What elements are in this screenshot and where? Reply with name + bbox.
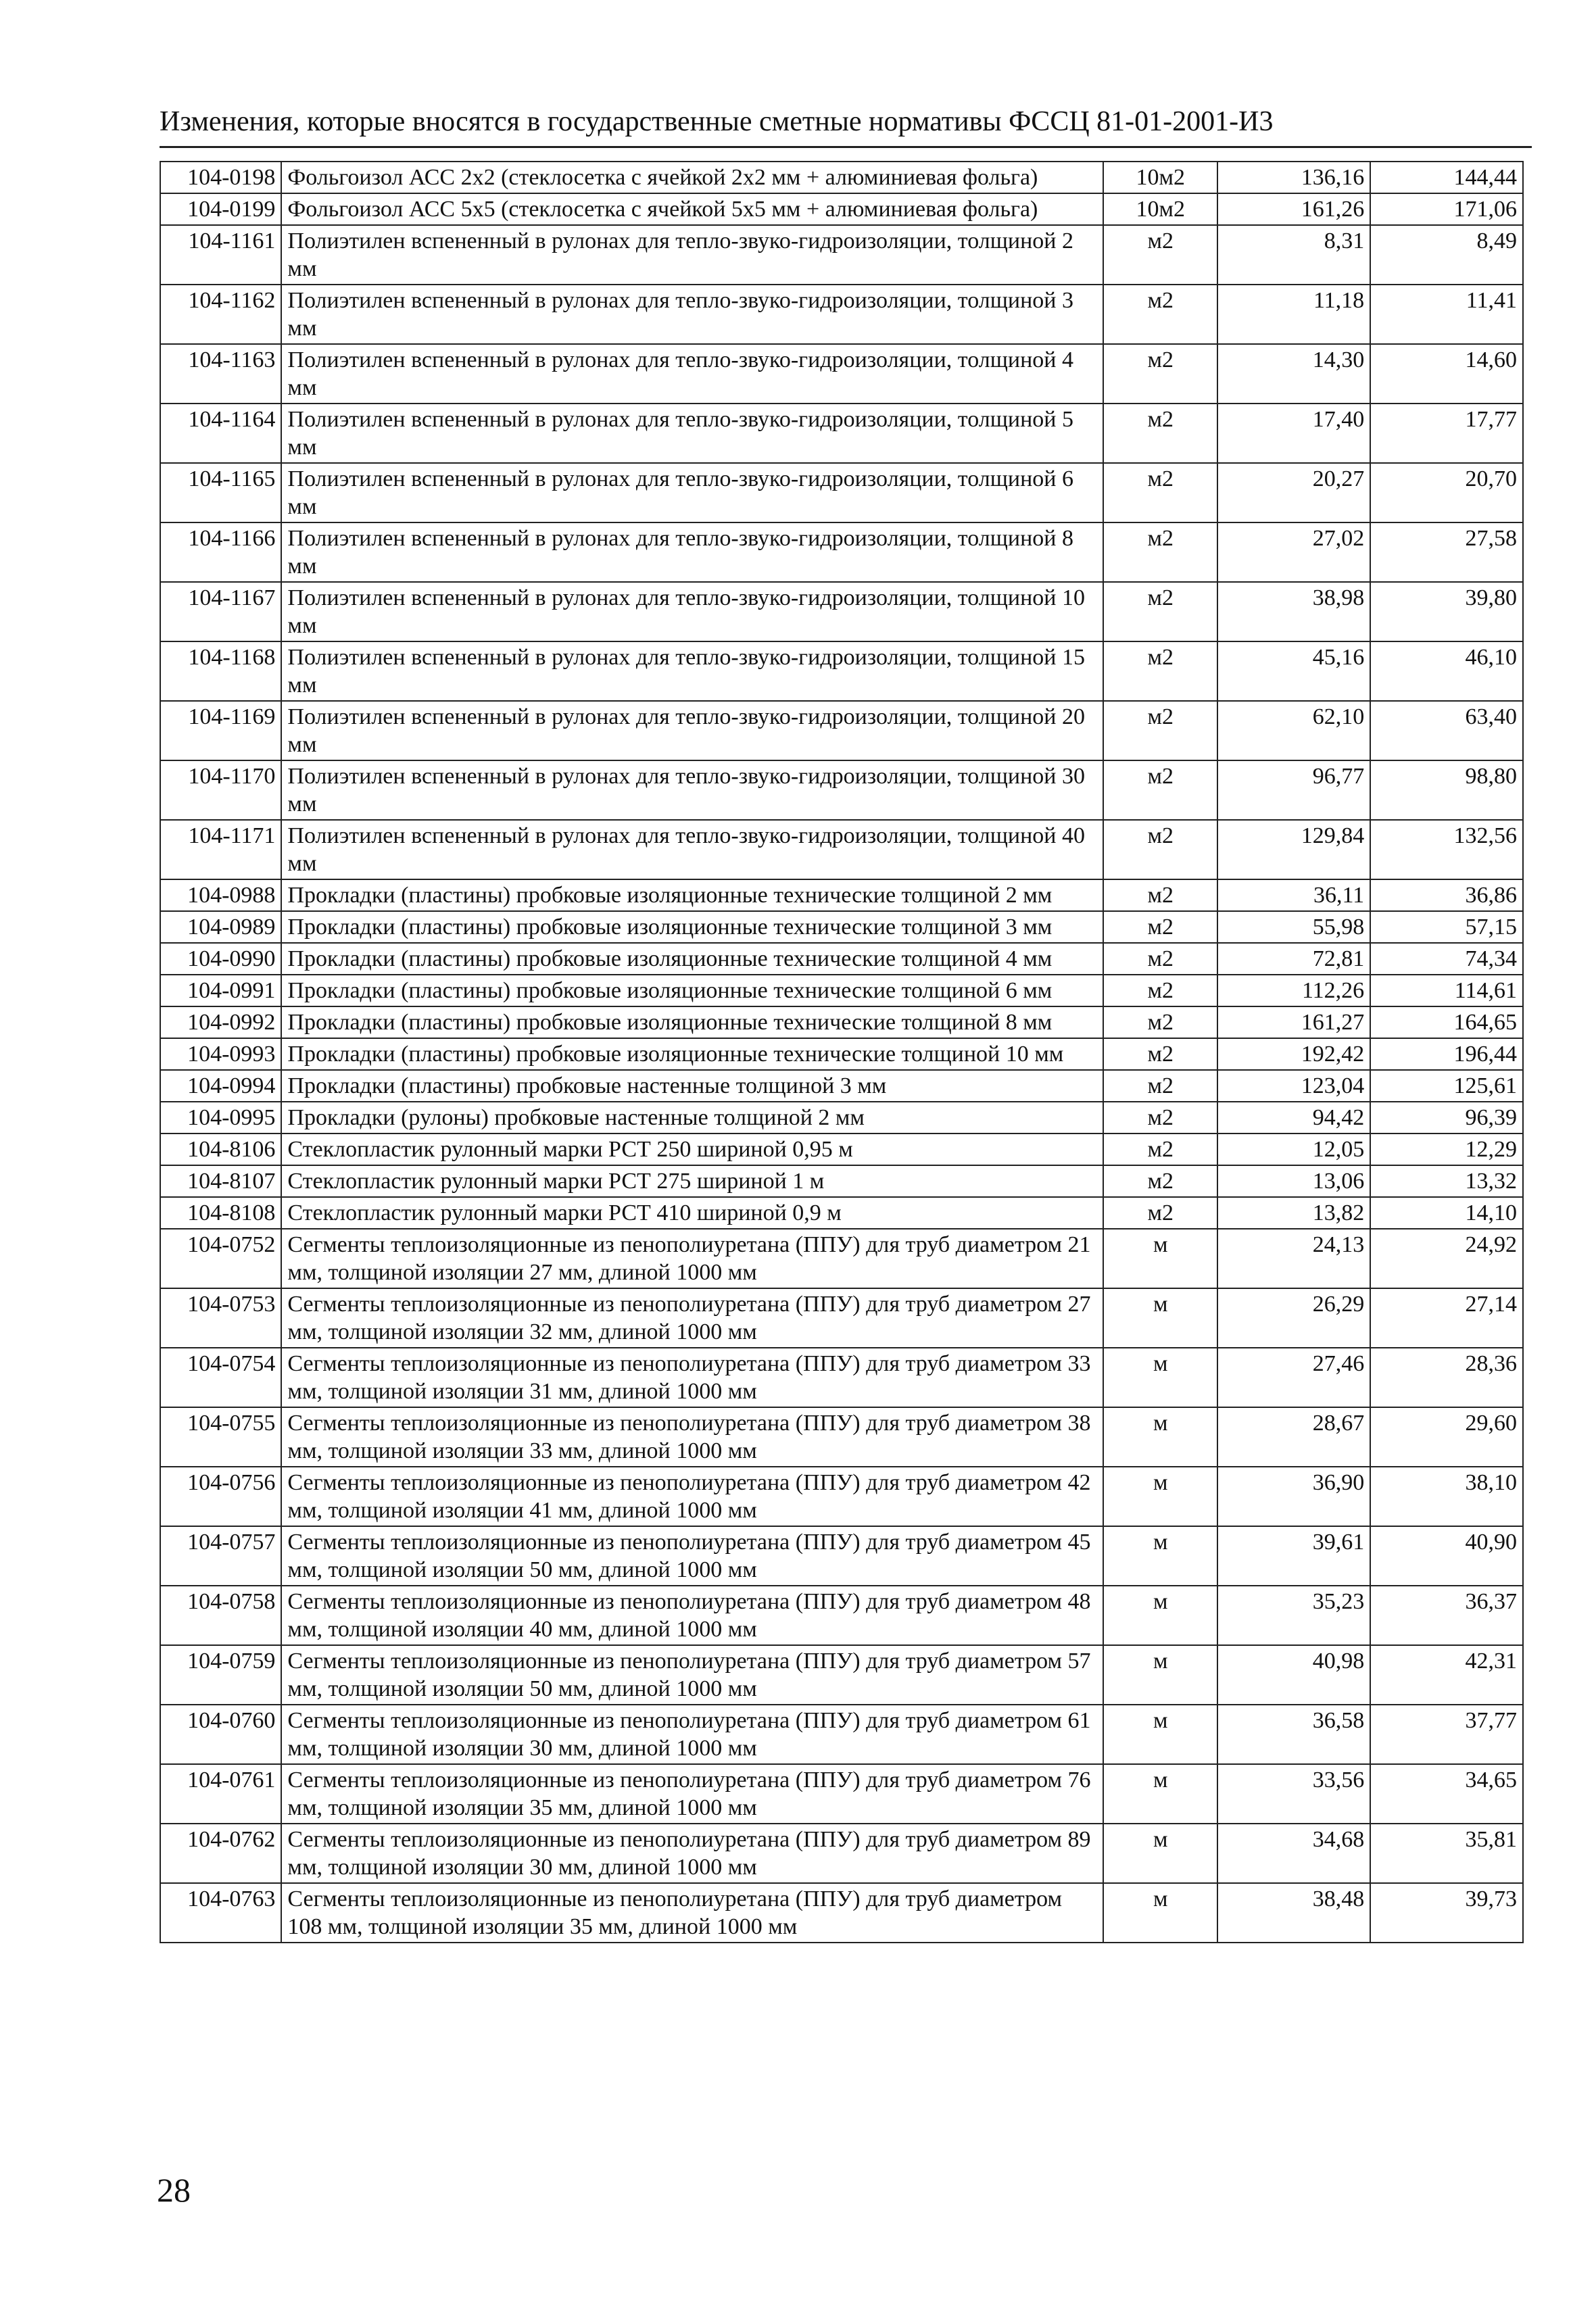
cell-name: Сегменты теплоизоляционные из пенополиуретана (ППУ) для труб диаметром 42 мм, толщиной изоляции 41 мм, длиной 1000 мм — [281, 1467, 1103, 1526]
cell-code: 104-0754 — [160, 1348, 281, 1407]
table-row — [160, 162, 1523, 193]
cell-price-2: 132,56 — [1370, 820, 1523, 879]
cell-code: 104-0755 — [160, 1407, 281, 1467]
cell-code: 104-0763 — [160, 1883, 281, 1943]
cell-price-1: 72,81 — [1217, 943, 1370, 975]
cell-name: Сегменты теплоизоляционные из пенополиуретана (ППУ) для труб диаметром 45 мм, толщиной изоляции 50 мм, длиной 1000 мм — [281, 1526, 1103, 1586]
cell-unit: м — [1103, 1883, 1217, 1943]
cell-name: Полиэтилен вспененный в рулонах для тепло-звуко-гидроизоляции, толщиной 3 мм — [281, 285, 1103, 344]
cell-name: Сегменты теплоизоляционные из пенополиуретана (ППУ) для труб диаметром 33 мм, толщиной изоляции 31 мм, длиной 1000 мм — [281, 1348, 1103, 1407]
cell-code: 104-0762 — [160, 1824, 281, 1883]
cell-code: 104-0760 — [160, 1705, 281, 1764]
cell-unit: м2 — [1103, 641, 1217, 701]
table-row — [160, 1197, 1523, 1229]
cell-unit: м — [1103, 1645, 1217, 1705]
cell-code: 104-0758 — [160, 1586, 281, 1645]
price-table-body — [160, 162, 1523, 1943]
cell-price-2: 24,92 — [1370, 1229, 1523, 1288]
cell-code: 104-0993 — [160, 1038, 281, 1070]
cell-code: 104-1166 — [160, 522, 281, 582]
cell-name: Прокладки (пластины) пробковые изоляционные технические толщиной 8 мм — [281, 1006, 1103, 1038]
cell-price-1: 20,27 — [1217, 463, 1370, 522]
cell-name: Фольгоизол АСС 5x5 (стеклосетка с ячейкой 5x5 мм + алюминиевая фольга) — [281, 193, 1103, 225]
cell-code: 104-1165 — [160, 463, 281, 522]
cell-name: Прокладки (пластины) пробковые изоляционные технические толщиной 3 мм — [281, 911, 1103, 943]
cell-code: 104-0991 — [160, 975, 281, 1006]
table-row — [160, 193, 1523, 225]
cell-code: 104-0199 — [160, 193, 281, 225]
cell-name: Полиэтилен вспененный в рулонах для тепло-звуко-гидроизоляции, толщиной 15 мм — [281, 641, 1103, 701]
cell-code: 104-1162 — [160, 285, 281, 344]
table-row — [160, 1883, 1523, 1943]
cell-price-2: 46,10 — [1370, 641, 1523, 701]
cell-unit: м2 — [1103, 582, 1217, 641]
cell-unit: м2 — [1103, 463, 1217, 522]
cell-name: Стеклопластик рулонный марки РСТ 410 шириной 0,9 м — [281, 1197, 1103, 1229]
cell-unit: м2 — [1103, 225, 1217, 285]
table-row — [160, 1229, 1523, 1288]
table-row — [160, 1824, 1523, 1883]
cell-price-2: 8,49 — [1370, 225, 1523, 285]
cell-unit: м2 — [1103, 344, 1217, 404]
cell-price-2: 125,61 — [1370, 1070, 1523, 1102]
cell-name: Полиэтилен вспененный в рулонах для тепло-звуко-гидроизоляции, толщиной 10 мм — [281, 582, 1103, 641]
cell-price-1: 27,02 — [1217, 522, 1370, 582]
cell-price-1: 129,84 — [1217, 820, 1370, 879]
cell-price-1: 27,46 — [1217, 1348, 1370, 1407]
cell-price-2: 20,70 — [1370, 463, 1523, 522]
cell-price-2: 13,32 — [1370, 1165, 1523, 1197]
cell-price-2: 34,65 — [1370, 1764, 1523, 1824]
cell-unit: м2 — [1103, 522, 1217, 582]
cell-price-2: 40,90 — [1370, 1526, 1523, 1586]
cell-price-1: 11,18 — [1217, 285, 1370, 344]
cell-code: 104-1161 — [160, 225, 281, 285]
cell-price-2: 36,37 — [1370, 1586, 1523, 1645]
cell-name: Фольгоизол АСС 2x2 (стеклосетка с ячейкой 2x2 мм + алюминиевая фольга) — [281, 162, 1103, 193]
cell-unit: м2 — [1103, 943, 1217, 975]
table-row — [160, 1764, 1523, 1824]
cell-code: 104-0759 — [160, 1645, 281, 1705]
cell-price-1: 12,05 — [1217, 1134, 1370, 1165]
cell-price-1: 28,67 — [1217, 1407, 1370, 1467]
cell-unit: м — [1103, 1705, 1217, 1764]
cell-name: Прокладки (пластины) пробковые изоляционные технические толщиной 2 мм — [281, 879, 1103, 911]
cell-unit: м — [1103, 1764, 1217, 1824]
table-row — [160, 582, 1523, 641]
cell-name: Сегменты теплоизоляционные из пенополиуретана (ППУ) для труб диаметром 38 мм, толщиной изоляции 33 мм, длиной 1000 мм — [281, 1407, 1103, 1467]
cell-price-1: 123,04 — [1217, 1070, 1370, 1102]
table-row — [160, 1288, 1523, 1348]
cell-price-1: 62,10 — [1217, 701, 1370, 760]
cell-code: 104-8107 — [160, 1165, 281, 1197]
cell-unit: м2 — [1103, 820, 1217, 879]
cell-price-1: 40,98 — [1217, 1645, 1370, 1705]
table-row — [160, 225, 1523, 285]
cell-name: Полиэтилен вспененный в рулонах для тепло-звуко-гидроизоляции, толщиной 30 мм — [281, 760, 1103, 820]
cell-name: Сегменты теплоизоляционные из пенополиуретана (ППУ) для труб диаметром 89 мм, толщиной изоляции 30 мм, длиной 1000 мм — [281, 1824, 1103, 1883]
cell-price-1: 161,26 — [1217, 193, 1370, 225]
table-row — [160, 344, 1523, 404]
cell-price-1: 36,90 — [1217, 1467, 1370, 1526]
table-row — [160, 975, 1523, 1006]
cell-code: 104-1171 — [160, 820, 281, 879]
cell-name: Сегменты теплоизоляционные из пенополиуретана (ППУ) для труб диаметром 48 мм, толщиной изоляции 40 мм, длиной 1000 мм — [281, 1586, 1103, 1645]
cell-code: 104-0990 — [160, 943, 281, 975]
cell-code: 104-1163 — [160, 344, 281, 404]
cell-name: Полиэтилен вспененный в рулонах для тепло-звуко-гидроизоляции, толщиной 40 мм — [281, 820, 1103, 879]
cell-code: 104-1169 — [160, 701, 281, 760]
table-row — [160, 1348, 1523, 1407]
cell-price-1: 34,68 — [1217, 1824, 1370, 1883]
cell-name: Сегменты теплоизоляционные из пенополиуретана (ППУ) для труб диаметром 57 мм, толщиной изоляции 50 мм, длиной 1000 мм — [281, 1645, 1103, 1705]
table-row — [160, 1526, 1523, 1586]
cell-price-1: 33,56 — [1217, 1764, 1370, 1824]
cell-price-2: 14,60 — [1370, 344, 1523, 404]
cell-code: 104-0761 — [160, 1764, 281, 1824]
table-row — [160, 285, 1523, 344]
cell-price-1: 94,42 — [1217, 1102, 1370, 1134]
cell-code: 104-0992 — [160, 1006, 281, 1038]
cell-name: Прокладки (рулоны) пробковые настенные толщиной 2 мм — [281, 1102, 1103, 1134]
cell-price-1: 161,27 — [1217, 1006, 1370, 1038]
cell-price-2: 39,73 — [1370, 1883, 1523, 1943]
cell-unit: м2 — [1103, 975, 1217, 1006]
cell-price-2: 27,14 — [1370, 1288, 1523, 1348]
cell-unit: м — [1103, 1348, 1217, 1407]
cell-price-1: 112,26 — [1217, 975, 1370, 1006]
table-row — [160, 1070, 1523, 1102]
cell-price-1: 38,48 — [1217, 1883, 1370, 1943]
table-row — [160, 1407, 1523, 1467]
cell-price-2: 164,65 — [1370, 1006, 1523, 1038]
cell-price-1: 45,16 — [1217, 641, 1370, 701]
cell-name: Прокладки (пластины) пробковые изоляционные технические толщиной 4 мм — [281, 943, 1103, 975]
cell-price-2: 29,60 — [1370, 1407, 1523, 1467]
cell-name: Прокладки (пластины) пробковые изоляционные технические толщиной 6 мм — [281, 975, 1103, 1006]
cell-price-2: 144,44 — [1370, 162, 1523, 193]
cell-unit: м — [1103, 1824, 1217, 1883]
cell-unit: м2 — [1103, 1038, 1217, 1070]
table-row — [160, 820, 1523, 879]
cell-price-1: 36,58 — [1217, 1705, 1370, 1764]
cell-price-2: 63,40 — [1370, 701, 1523, 760]
cell-code: 104-8106 — [160, 1134, 281, 1165]
cell-price-2: 28,36 — [1370, 1348, 1523, 1407]
table-row — [160, 1645, 1523, 1705]
cell-unit: м2 — [1103, 1102, 1217, 1134]
table-row — [160, 1586, 1523, 1645]
cell-unit: м2 — [1103, 1070, 1217, 1102]
table-row — [160, 1038, 1523, 1070]
cell-name: Стеклопластик рулонный марки РСТ 275 шириной 1 м — [281, 1165, 1103, 1197]
cell-price-1: 35,23 — [1217, 1586, 1370, 1645]
price-table — [160, 161, 1524, 1943]
cell-code: 104-0757 — [160, 1526, 281, 1586]
cell-code: 104-0995 — [160, 1102, 281, 1134]
cell-price-1: 8,31 — [1217, 225, 1370, 285]
cell-price-2: 12,29 — [1370, 1134, 1523, 1165]
cell-unit: м — [1103, 1288, 1217, 1348]
cell-price-1: 17,40 — [1217, 404, 1370, 463]
cell-price-2: 98,80 — [1370, 760, 1523, 820]
cell-price-1: 24,13 — [1217, 1229, 1370, 1288]
cell-unit: м — [1103, 1526, 1217, 1586]
table-row — [160, 879, 1523, 911]
table-row — [160, 1134, 1523, 1165]
cell-code: 104-0994 — [160, 1070, 281, 1102]
table-row — [160, 943, 1523, 975]
cell-price-1: 39,61 — [1217, 1526, 1370, 1586]
cell-unit: м — [1103, 1467, 1217, 1526]
cell-code: 104-8108 — [160, 1197, 281, 1229]
cell-price-2: 35,81 — [1370, 1824, 1523, 1883]
cell-unit: м — [1103, 1407, 1217, 1467]
cell-price-2: 17,77 — [1370, 404, 1523, 463]
cell-code: 104-0198 — [160, 162, 281, 193]
cell-unit: м2 — [1103, 1197, 1217, 1229]
cell-code: 104-0753 — [160, 1288, 281, 1348]
cell-code: 104-1168 — [160, 641, 281, 701]
cell-price-2: 36,86 — [1370, 879, 1523, 911]
table-row — [160, 1467, 1523, 1526]
table-row — [160, 760, 1523, 820]
cell-code: 104-0988 — [160, 879, 281, 911]
cell-code: 104-1167 — [160, 582, 281, 641]
cell-name: Полиэтилен вспененный в рулонах для тепло-звуко-гидроизоляции, толщиной 4 мм — [281, 344, 1103, 404]
table-row — [160, 1102, 1523, 1134]
cell-name: Полиэтилен вспененный в рулонах для тепло-звуко-гидроизоляции, толщиной 20 мм — [281, 701, 1103, 760]
cell-code: 104-1164 — [160, 404, 281, 463]
cell-unit: м — [1103, 1586, 1217, 1645]
cell-price-1: 96,77 — [1217, 760, 1370, 820]
cell-name: Полиэтилен вспененный в рулонах для тепло-звуко-гидроизоляции, толщиной 8 мм — [281, 522, 1103, 582]
table-row — [160, 404, 1523, 463]
cell-price-1: 192,42 — [1217, 1038, 1370, 1070]
cell-unit: 10м2 — [1103, 162, 1217, 193]
table-row — [160, 1165, 1523, 1197]
table-row — [160, 463, 1523, 522]
cell-price-2: 171,06 — [1370, 193, 1523, 225]
cell-price-1: 14,30 — [1217, 344, 1370, 404]
cell-name: Полиэтилен вспененный в рулонах для тепло-звуко-гидроизоляции, толщиной 6 мм — [281, 463, 1103, 522]
page-header: Изменения, которые вносятся в государственные сметные нормативы ФССЦ 81-01-2001-И3 — [160, 104, 1532, 148]
table-row — [160, 701, 1523, 760]
cell-price-2: 27,58 — [1370, 522, 1523, 582]
cell-name: Сегменты теплоизоляционные из пенополиуретана (ППУ) для труб диаметром 61 мм, толщиной изоляции 30 мм, длиной 1000 мм — [281, 1705, 1103, 1764]
table-row — [160, 522, 1523, 582]
cell-name: Сегменты теплоизоляционные из пенополиуретана (ППУ) для труб диаметром 27 мм, толщиной изоляции 32 мм, длиной 1000 мм — [281, 1288, 1103, 1348]
cell-name: Сегменты теплоизоляционные из пенополиуретана (ППУ) для труб диаметром 76 мм, толщиной изоляции 35 мм, длиной 1000 мм — [281, 1764, 1103, 1824]
cell-price-2: 38,10 — [1370, 1467, 1523, 1526]
cell-name: Прокладки (пластины) пробковые изоляционные технические толщиной 10 мм — [281, 1038, 1103, 1070]
cell-unit: м — [1103, 1229, 1217, 1288]
table-row — [160, 911, 1523, 943]
cell-name: Прокладки (пластины) пробковые настенные толщиной 3 мм — [281, 1070, 1103, 1102]
cell-unit: м2 — [1103, 404, 1217, 463]
cell-code: 104-0756 — [160, 1467, 281, 1526]
cell-price-2: 57,15 — [1370, 911, 1523, 943]
cell-price-2: 96,39 — [1370, 1102, 1523, 1134]
cell-unit: м2 — [1103, 1006, 1217, 1038]
cell-price-1: 55,98 — [1217, 911, 1370, 943]
cell-name: Полиэтилен вспененный в рулонах для тепло-звуко-гидроизоляции, толщиной 5 мм — [281, 404, 1103, 463]
cell-price-2: 11,41 — [1370, 285, 1523, 344]
cell-price-1: 38,98 — [1217, 582, 1370, 641]
page-number: 28 — [157, 2171, 191, 2209]
cell-price-2: 39,80 — [1370, 582, 1523, 641]
cell-price-2: 196,44 — [1370, 1038, 1523, 1070]
cell-name: Стеклопластик рулонный марки РСТ 250 шириной 0,95 м — [281, 1134, 1103, 1165]
cell-code: 104-0989 — [160, 911, 281, 943]
cell-unit: м2 — [1103, 1134, 1217, 1165]
cell-unit: 10м2 — [1103, 193, 1217, 225]
cell-name: Сегменты теплоизоляционные из пенополиуретана (ППУ) для труб диаметром 108 мм, толщиной изоляции 35 мм, длиной 1000 мм — [281, 1883, 1103, 1943]
table-row — [160, 1705, 1523, 1764]
cell-price-2: 37,77 — [1370, 1705, 1523, 1764]
cell-unit: м2 — [1103, 701, 1217, 760]
table-row — [160, 641, 1523, 701]
cell-price-2: 42,31 — [1370, 1645, 1523, 1705]
cell-price-2: 74,34 — [1370, 943, 1523, 975]
cell-unit: м2 — [1103, 879, 1217, 911]
cell-unit: м2 — [1103, 1165, 1217, 1197]
cell-name: Сегменты теплоизоляционные из пенополиуретана (ППУ) для труб диаметром 21 мм, толщиной изоляции 27 мм, длиной 1000 мм — [281, 1229, 1103, 1288]
cell-unit: м2 — [1103, 285, 1217, 344]
table-row — [160, 1006, 1523, 1038]
cell-unit: м2 — [1103, 760, 1217, 820]
cell-price-1: 136,16 — [1217, 162, 1370, 193]
cell-unit: м2 — [1103, 911, 1217, 943]
cell-price-1: 13,82 — [1217, 1197, 1370, 1229]
cell-code: 104-1170 — [160, 760, 281, 820]
cell-price-1: 36,11 — [1217, 879, 1370, 911]
cell-price-2: 114,61 — [1370, 975, 1523, 1006]
cell-price-1: 13,06 — [1217, 1165, 1370, 1197]
cell-name: Полиэтилен вспененный в рулонах для тепло-звуко-гидроизоляции, толщиной 2 мм — [281, 225, 1103, 285]
cell-price-2: 14,10 — [1370, 1197, 1523, 1229]
cell-price-1: 26,29 — [1217, 1288, 1370, 1348]
cell-code: 104-0752 — [160, 1229, 281, 1288]
